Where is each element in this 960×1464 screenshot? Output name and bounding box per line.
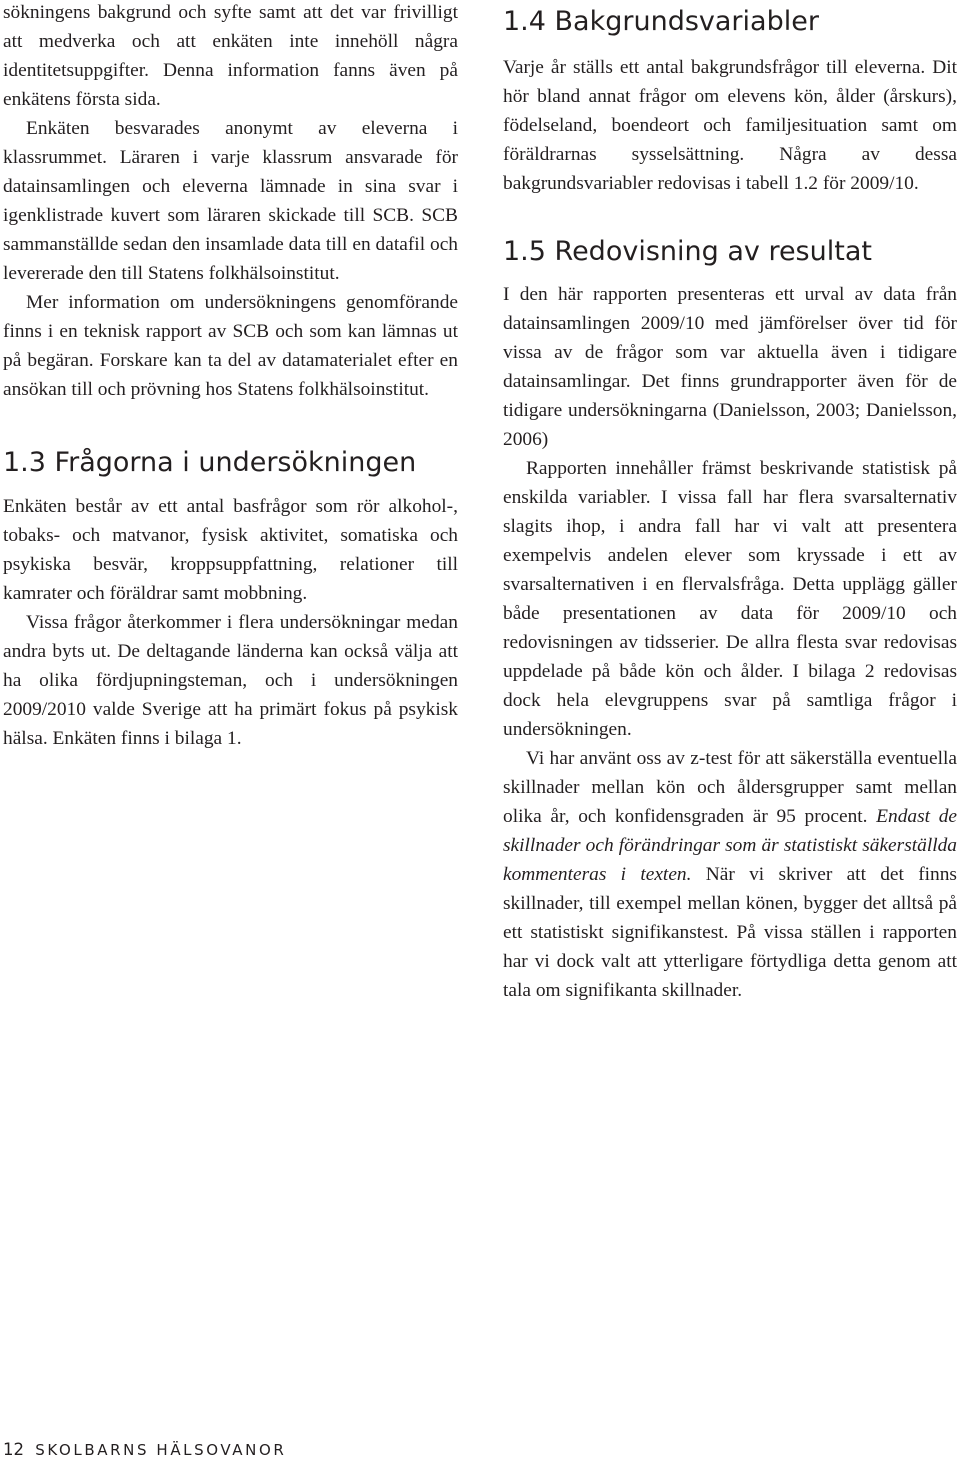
right-column	[503, 0, 957, 1005]
left-column	[3, 0, 458, 753]
text-run: När vi skriver att det finns skillnader, till exempel mellan könen, bygger det alltså på ett statistiskt signifikanstest. På vissa ställen i rapporten har vi dock valt att ytterligare förtydliga detta genom att tala om signifikanta skillnader.	[503, 864, 957, 1001]
body-paragraph	[503, 744, 957, 1005]
emphasized-text: Endast de skillnader och förändringar som är statistiskt säkerställda kommenteras i texten.	[503, 806, 957, 885]
body-paragraph: Mer information om undersökningens genomförande finns i en teknisk rapport av SCB och som kan lämnas ut på begäran. Forskare kan ta del av datamaterialet efter en ansökan till och prövning hos Statens folkhälsoinstitut.	[3, 292, 458, 400]
page-number: 12	[3, 1440, 24, 1459]
body-paragraph: Enkäten består av ett antal basfrågor som rör alkohol-, tobaks- och matvanor, fysisk aktivitet, somatiska och psykiska besvär, kroppsuppfattning, relationer till kamrater och föräldrar samt mobbning.	[3, 496, 458, 604]
section-heading: 1.4 Bakgrundsvariabler	[503, 6, 819, 37]
body-paragraph: Vissa frågor återkommer i flera undersökningar medan andra byts ut. De deltagande länderna kan också välja att ha olika fördjupningsteman, och i undersökningen 2009/2010 valde Sverige att ha primärt fokus på psykisk hälsa. Enkäten finns i bilaga 1.	[3, 612, 458, 749]
publication-title: SKOLBARNS HÄLSOVANOR	[35, 1441, 287, 1459]
section-heading: 1.5 Redovisning av resultat	[503, 236, 872, 267]
section-heading: 1.3 Frågorna i undersökningen	[3, 447, 417, 478]
body-paragraph: I den här rapporten presenteras ett urval av data från datainsamlingen 2009/10 med jämförelser över tid för vissa av de frågor som var aktuella även i tidigare datainsamlingar. Det finns grundrapporter även för de tidigare undersökningarna (Danielsson, 2003; Danielsson, 2006)	[503, 284, 957, 450]
body-paragraph: Varje år ställs ett antal bakgrundsfrågor till eleverna. Dit hör bland annat frågor om elevens kön, ålder (årskurs), födelseland, boendeort och familjesituation samt om föräldrarnas sysselsättning. Några av dessa bakgrundsvariabler redovisas i tabell 1.2 för 2009/10.	[503, 57, 957, 194]
body-paragraph: sökningens bakgrund och syfte samt att det var frivilligt att medverka och att enkäten inte innehöll några identitetsuppgifter. Denna information fanns även på enkätens första sida.	[3, 2, 458, 110]
page-footer	[3, 1439, 286, 1461]
body-paragraph: Enkäten besvarades anonymt av eleverna i klassrummet. Läraren i varje klassrum ansvarade för datainsamlingen och eleverna lämnade in sina svar i igenklistrade kuvert som läraren skickade till SCB. SCB sammanställde sedan den insamlade data till en datafil och levererade den till Statens folkhälsoinstitut.	[3, 118, 458, 284]
text-run: Vi har använt oss av z-test för att säkerställa eventuella skillnader mellan kön och åldersgrupper samt mellan olika år, och konfidensgraden är 95 procent.	[503, 748, 957, 827]
body-paragraph: Rapporten innehåller främst beskrivande statistisk på enskilda variabler. I vissa fall har flera svarsalternativ slagits ihop, i andra fall har vi valt att presentera exempelvis andelen elever som kryssade i ett av svarsalternativen i en flervalsfråga. Detta upplägg gäller både presentationen av data för 2009/10 och redovisningen av tidsserier. De allra flesta svar redovisas uppdelade på både kön och ålder. I bilaga 2 redovisas dock hela elevgruppens svar på samtliga frågor i undersökningen.	[503, 458, 957, 740]
